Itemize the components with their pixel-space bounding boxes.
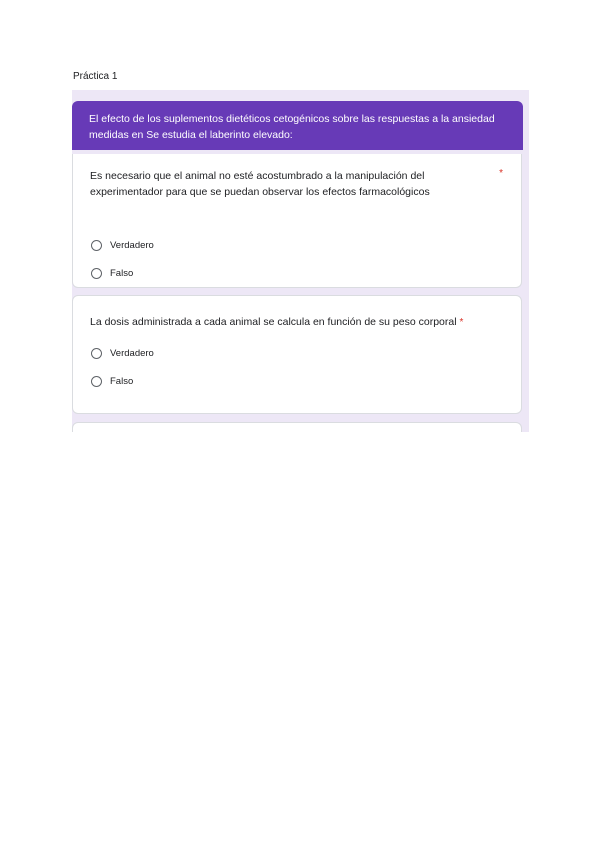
question-2-text	[90, 314, 510, 331]
form-container	[72, 90, 529, 432]
radio-button-icon[interactable]	[91, 348, 102, 359]
question-1-option-verdadero[interactable]	[91, 240, 154, 251]
question-card-1	[72, 154, 522, 288]
option-label: Verdadero	[110, 240, 154, 251]
option-label: Verdadero	[110, 348, 154, 359]
radio-button-icon[interactable]	[91, 376, 102, 387]
radio-button-icon[interactable]	[91, 240, 102, 251]
question-2-option-verdadero[interactable]	[91, 348, 154, 359]
form-header-card	[72, 101, 523, 150]
required-asterisk: *	[499, 168, 503, 179]
question-1-text: Es necesario que el animal no esté acostumbrado a la manipulación del experimentador para que se puedan observar los efectos farmacológicos	[90, 170, 430, 198]
option-label: Falso	[110, 376, 134, 387]
question-1-option-falso[interactable]	[91, 268, 133, 279]
question-2-option-falso[interactable]	[91, 376, 133, 387]
required-asterisk: *	[459, 317, 464, 328]
question-2-label: La dosis administrada a cada animal se calcula en función de su peso corporal	[90, 316, 457, 328]
question-card-3-partial	[72, 422, 522, 432]
option-label: Falso	[110, 268, 134, 279]
form-header-text: El efecto de los suplementos dietéticos cetogénicos sobre las respuestas a la ansiedad medidas en Se estudia el laberinto elevado:	[89, 113, 495, 141]
question-card-2	[72, 295, 522, 414]
page-title: Práctica 1	[73, 71, 118, 82]
radio-button-icon[interactable]	[91, 268, 102, 279]
